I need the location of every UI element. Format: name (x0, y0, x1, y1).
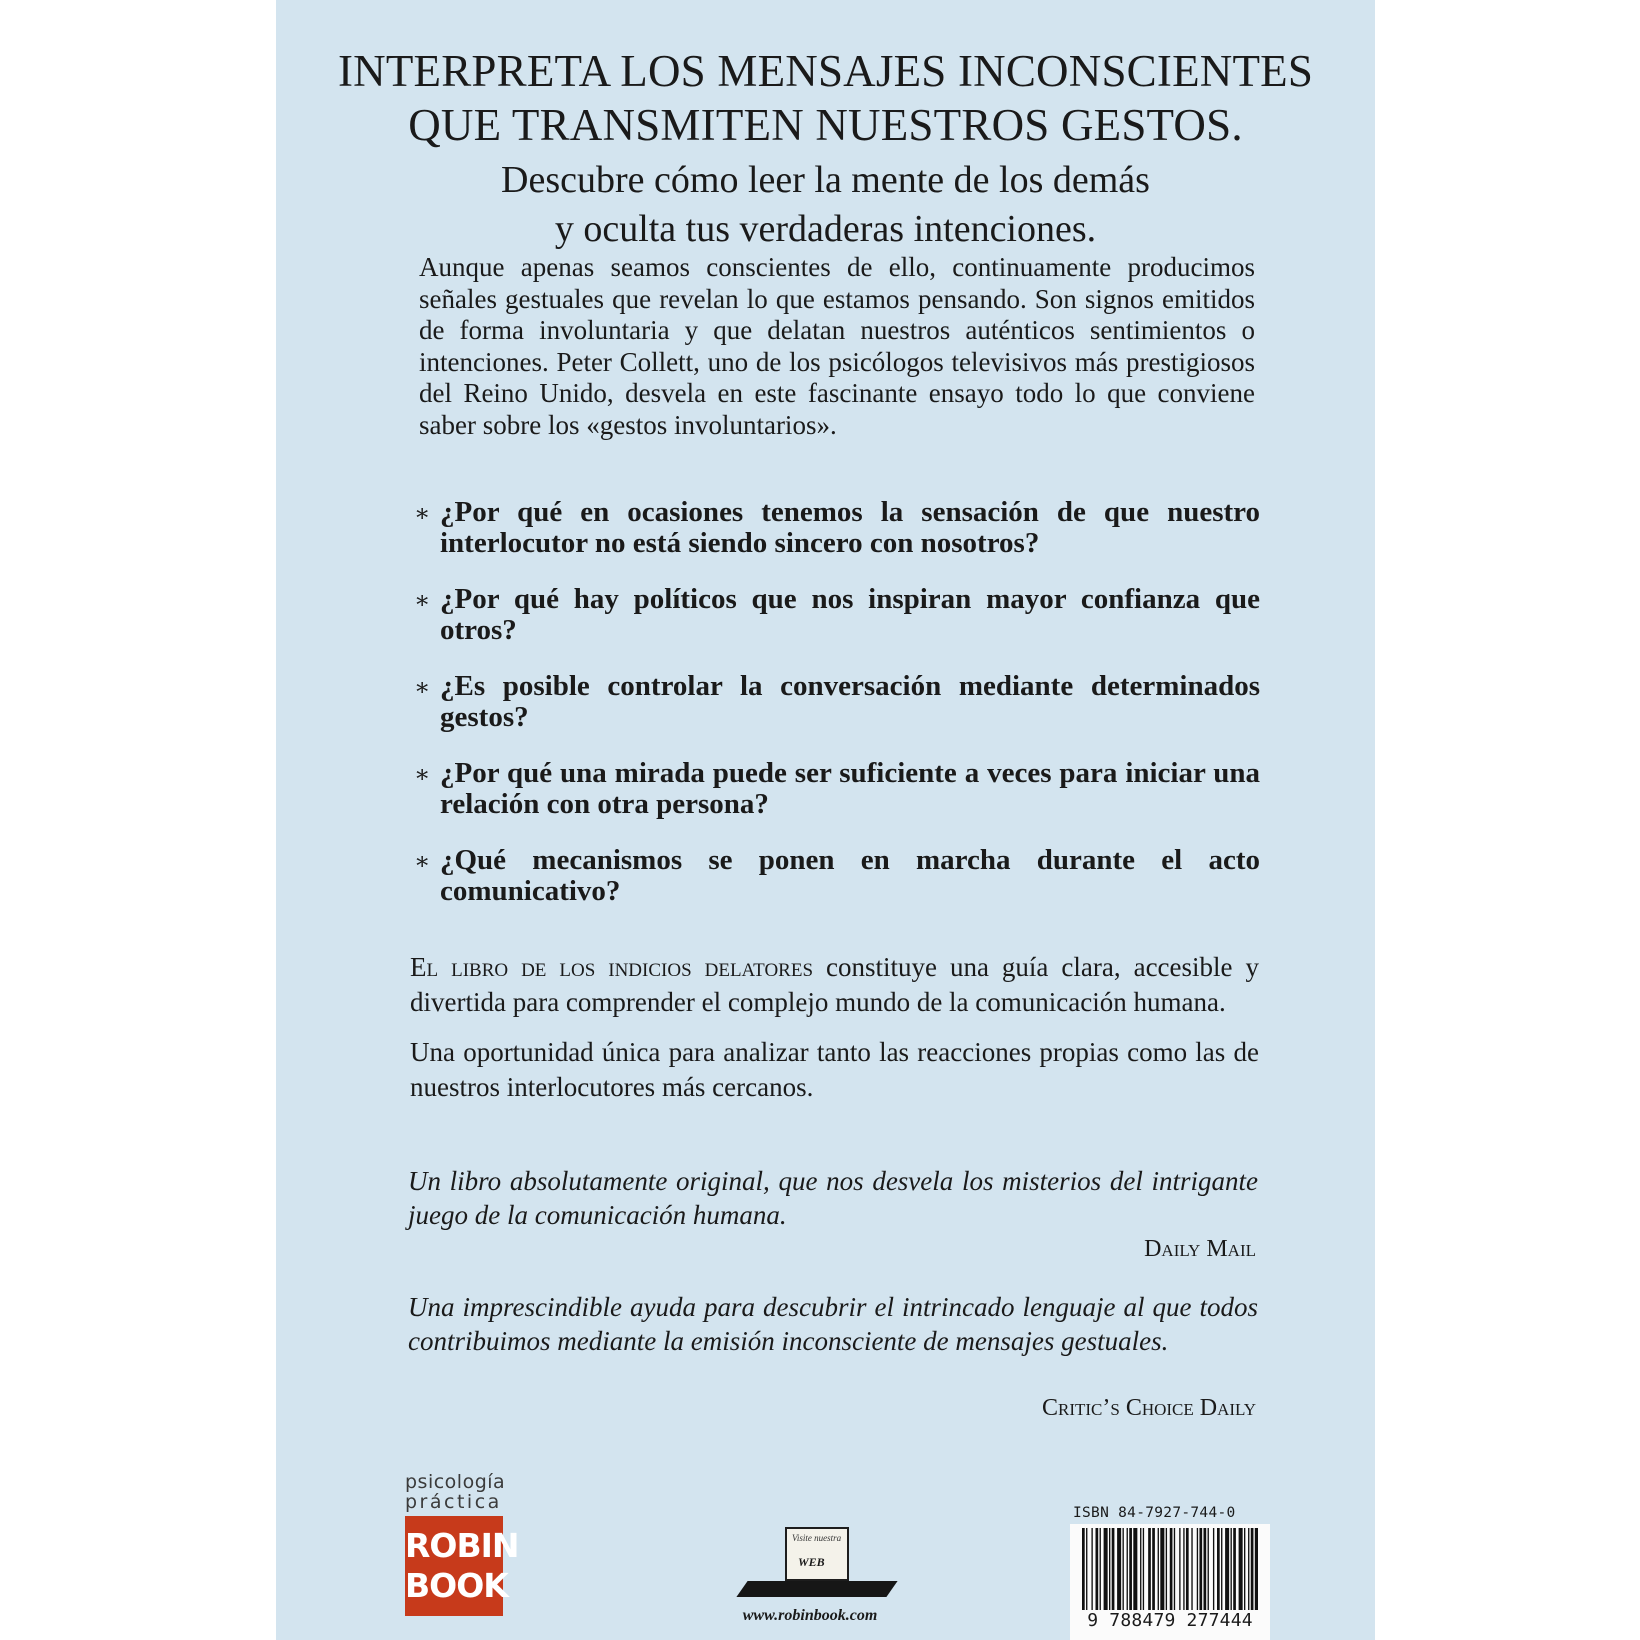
collection-name-line-2: práctica (405, 1491, 502, 1513)
book-title-small-caps: El libro de los indicios delatores (410, 952, 814, 982)
website-block (710, 1527, 910, 1639)
intro-paragraph: Aunque apenas seamos conscientes de ello, continuamente producimos señales gestuales que revelan lo que estamos pensando. Son signos emitidos de forma involuntaria y que delatan nuestros auténticos sentimientos o intenciones. Peter Collett, uno de los psicólogos televisivos más prestigiosos del Reino Unido, desvela en este fascinante ensayo todo lo que conviene saber sobre los «gestos involuntarios». (419, 252, 1255, 440)
question-item (414, 671, 1260, 733)
review-source-2: Critic’s Choice Daily (1041, 1395, 1256, 1421)
opportunity-paragraph: Una oportunidad única para analizar tanto las reacciones propias como las de nuestros interlocutores más cercanos. (410, 1037, 1259, 1102)
subheadline (276, 156, 1375, 254)
asterisk-bullet-icon: ∗ (414, 675, 431, 701)
question-item (414, 584, 1260, 646)
logo-word-2: BOOK (405, 1566, 508, 1605)
headline (276, 44, 1375, 152)
subheadline-line-1: Descubre cómo leer la mente de los demás (501, 159, 1150, 201)
question-text: ¿Por qué en ocasiones tenemos la sensación de que nuestro interlocutor no está siendo sincero con nosotros? (440, 496, 1260, 559)
question-text: ¿Es posible controlar la conversación mediante determinados gestos? (440, 670, 1260, 733)
question-text: ¿Por qué una mirada puede ser suficiente a veces para iniciar una relación con otra persona? (440, 757, 1260, 820)
book-back-cover (276, 0, 1375, 1640)
barcode-bars-icon (1082, 1528, 1258, 1612)
review-quote-2: Una imprescindible ayuda para descubrir el intrincado lenguaje al que todos contribuimos mediante la emisión inconsciente de mensajes gestuales. (408, 1292, 1258, 1356)
isbn-label: ISBN 84-7927-744-0 (1073, 1505, 1236, 1521)
question-list (414, 497, 1260, 932)
subheadline-line-2: y oculta tus verdaderas intenciones. (554, 208, 1097, 250)
robinbook-logo-box (405, 1516, 519, 1616)
review-source-1: Daily Mail (1144, 1236, 1256, 1262)
question-text: ¿Por qué hay políticos que nos inspiran mayor confianza que otros? (440, 583, 1260, 646)
summary-paragraph (410, 950, 1259, 1020)
web-label-big: WEB (798, 1555, 825, 1569)
question-text: ¿Qué mecanismos se ponen en marcha durante el acto comunicativo? (440, 844, 1260, 907)
question-item (414, 758, 1260, 820)
collection-name-line-1: psicología (405, 1471, 506, 1493)
summary-text: constituye una guía clara, accesible y divertida para comprender el complejo mundo de la comunicación humana. (410, 952, 1259, 1017)
barcode-digits: 9 788479 277444 (1070, 1610, 1270, 1631)
logo-word-1: ROBIN (405, 1526, 519, 1565)
question-item (414, 845, 1260, 907)
web-label-small: Visite nuestra (792, 1533, 842, 1543)
asterisk-bullet-icon: ∗ (414, 849, 431, 875)
barcode (1070, 1524, 1270, 1640)
keyboard-base-icon (736, 1581, 897, 1597)
asterisk-bullet-icon: ∗ (414, 588, 431, 614)
asterisk-bullet-icon: ∗ (414, 501, 431, 527)
website-url: www.robinbook.com (742, 1607, 878, 1624)
asterisk-bullet-icon: ∗ (414, 762, 431, 788)
headline-line-1: INTERPRETA LOS MENSAJES INCONSCIENTES (337, 46, 1314, 96)
headline-line-2: QUE TRANSMITEN NUESTROS GESTOS. (408, 100, 1243, 150)
computer-monitor-icon (785, 1527, 849, 1581)
question-item (414, 497, 1260, 559)
publisher-logo (405, 1471, 519, 1618)
review-quote-1: Un libro absolutamente original, que nos desvela los misterios del intrigante juego de la comunicación humana. (408, 1166, 1258, 1230)
